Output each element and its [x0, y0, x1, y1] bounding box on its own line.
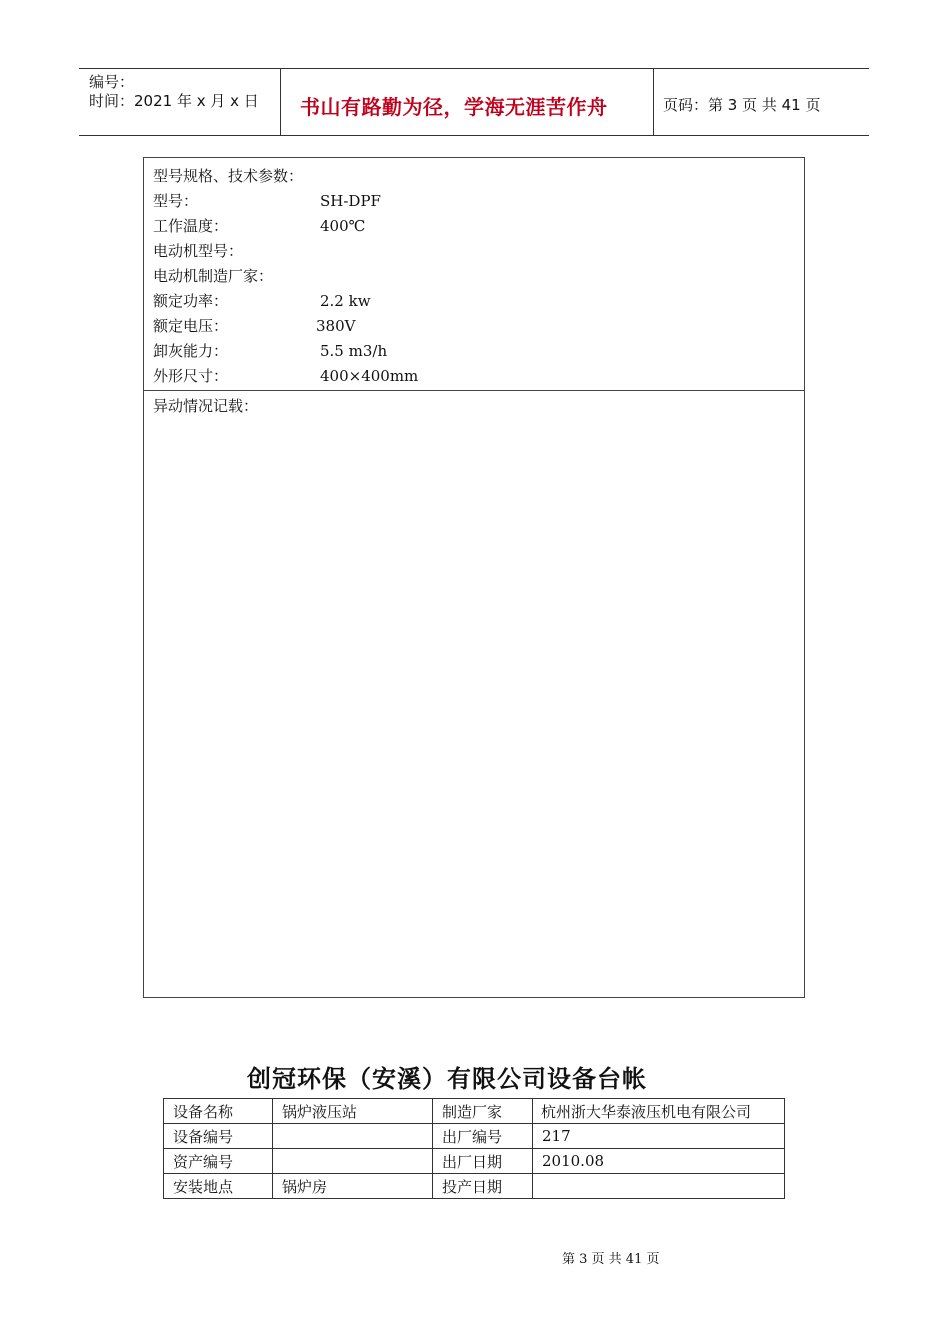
anomaly-box — [143, 390, 805, 998]
spec-value: SH-DPF — [320, 192, 381, 210]
table-cell: 设备编号 — [164, 1124, 273, 1149]
spec-label: 卸灰能力： — [153, 342, 229, 360]
specs-heading: 型号规格、技术参数： — [153, 167, 304, 185]
table-cell — [273, 1149, 433, 1174]
table-cell — [533, 1174, 785, 1199]
ledger-title: 创冠环保（安溪）有限公司设备台帐 — [247, 1065, 647, 1093]
table-cell: 资产编号 — [164, 1149, 273, 1174]
spec-label: 工作温度： — [153, 217, 229, 235]
header-divider-left — [280, 68, 281, 135]
table-cell: 2010.08 — [533, 1149, 785, 1174]
header-bottom-rule — [79, 135, 869, 136]
ledger-table — [163, 1098, 785, 1199]
table-cell: 投产日期 — [433, 1174, 533, 1199]
table-cell: 杭州浙大华泰液压机电有限公司 — [533, 1099, 785, 1124]
table-cell: 设备名称 — [164, 1099, 273, 1124]
spec-value: 2.2 kw — [320, 292, 371, 310]
document-number-label: 编号： — [89, 73, 135, 91]
spec-value: 5.5 m3/h — [320, 342, 388, 360]
table-cell: 锅炉液压站 — [273, 1099, 433, 1124]
spec-label: 外形尺寸： — [153, 367, 229, 385]
header-divider-right — [653, 68, 654, 135]
table-cell — [273, 1124, 433, 1149]
table-cell: 出厂日期 — [433, 1149, 533, 1174]
table-cell: 安装地点 — [164, 1174, 273, 1199]
spec-value: 380V — [316, 317, 356, 335]
document-date-label: 时间：2021 年 x 月 x 日 — [89, 92, 259, 110]
page-footer: 第 3 页 共 41 页 — [562, 1252, 660, 1267]
spec-label: 电动机型号： — [153, 242, 244, 260]
spec-label: 型号： — [153, 192, 199, 210]
table-row — [164, 1174, 785, 1199]
table-row — [164, 1149, 785, 1174]
table-cell: 制造厂家 — [433, 1099, 533, 1124]
header-page-label: 页码：第 3 页 共 41 页 — [663, 96, 821, 114]
table-row — [164, 1124, 785, 1149]
table-row — [164, 1099, 785, 1124]
spec-value: 400℃ — [320, 217, 366, 235]
header-top-rule — [79, 68, 869, 69]
anomaly-label: 异动情况记载： — [153, 397, 259, 415]
spec-label: 电动机制造厂家： — [153, 267, 274, 285]
table-cell: 217 — [533, 1124, 785, 1149]
header-motto: 书山有路勤为径，学海无涯苦作舟 — [300, 95, 608, 119]
table-cell: 锅炉房 — [273, 1174, 433, 1199]
spec-value: 400×400mm — [320, 367, 419, 385]
table-cell: 出厂编号 — [433, 1124, 533, 1149]
spec-label: 额定电压： — [153, 317, 229, 335]
spec-label: 额定功率： — [153, 292, 229, 310]
